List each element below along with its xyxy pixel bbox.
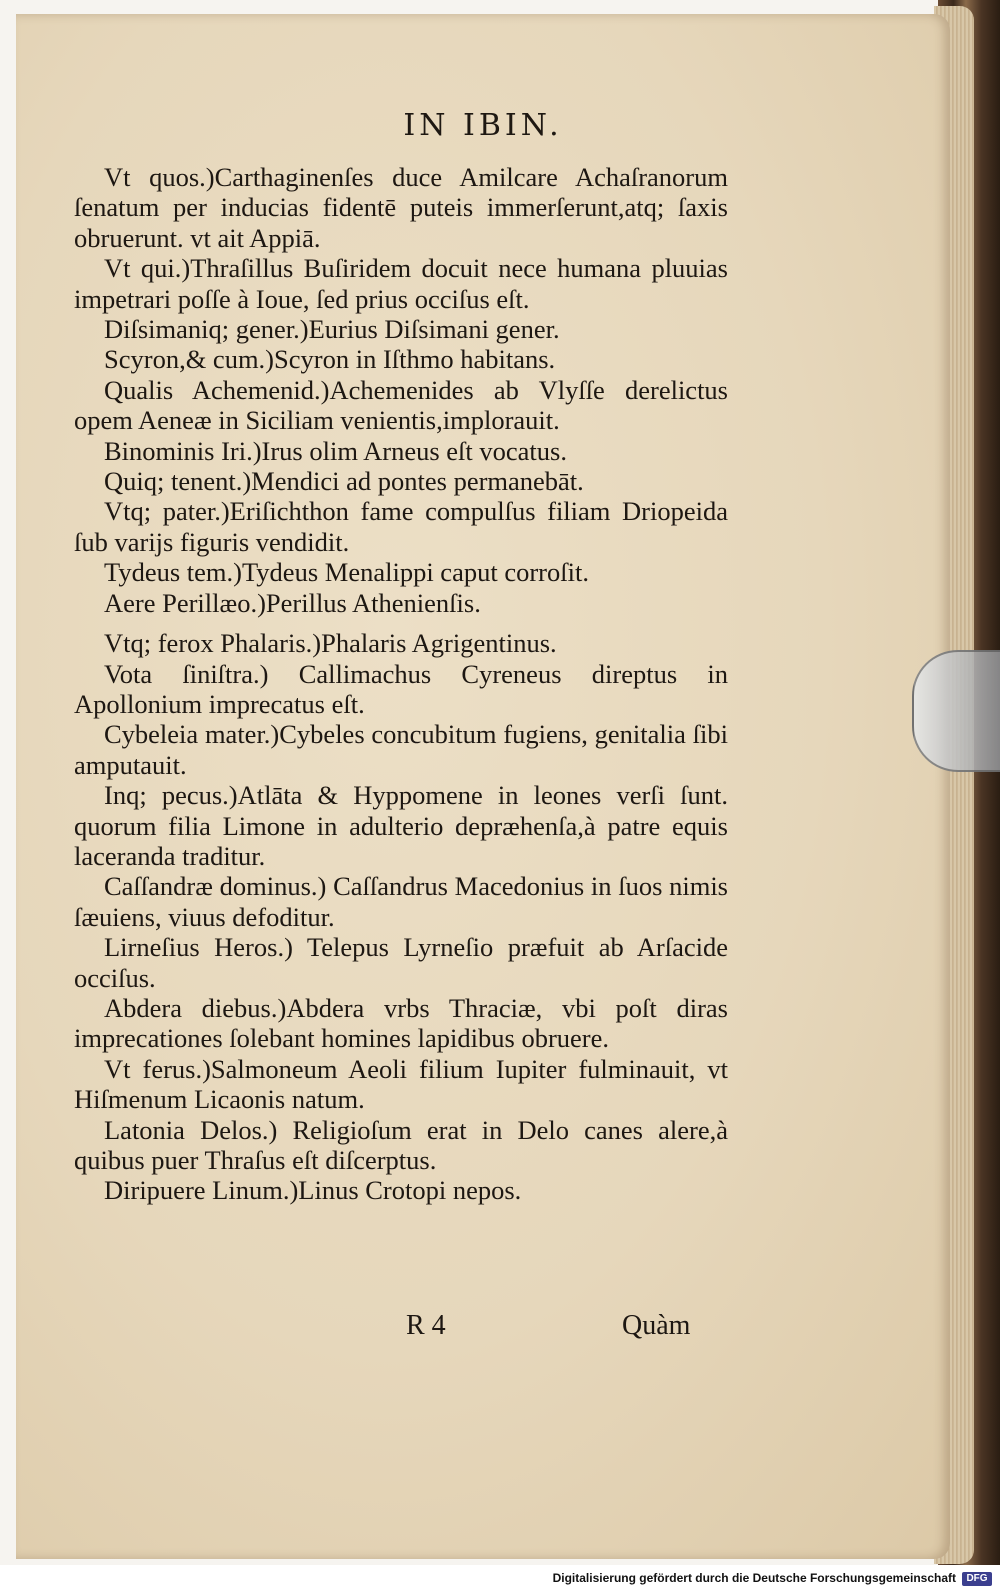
paragraph: Vtq; ferox Phalaris.)Phalaris Agrigentinus. <box>104 628 557 659</box>
paragraph: Binominis Iri.)Irus olim Arneus eſt vocatus. <box>104 435 567 466</box>
paragraph: Aere Perillæo.)Perillus Athenienſis. <box>104 587 481 618</box>
paragraph: Inq; pecus.)Atlāta & Hyppomene in leones verſi ſunt. quorum filia Limone in adulterio depræhenſa,à patre equis laceranda traditur. <box>74 780 728 871</box>
paragraph: Caſſandræ dominus.) Caſſandrus Macedonius in ſuos nimis ſæuiens, viuus defoditur. <box>74 871 728 932</box>
paragraph: Vt qui.)Thraſillus Buſiridem docuit nece humana pluuias impetrari poſſe à Ioue, ſed prius occiſus eſt. <box>74 253 728 314</box>
digitization-credit: Digitalisierung gefördert durch die Deutsche Forschungsgemeinschaft <box>552 1571 956 1585</box>
credit-bar <box>0 1565 1000 1591</box>
paragraph: Vt ferus.)Salmoneum Aeoli filium Iupiter fulminauit, vt Hiſmenum Licaonis natum. <box>74 1053 728 1115</box>
signature-mark: R 4 <box>406 1310 446 1341</box>
page-footer <box>16 1310 950 1350</box>
paragraph: Vtq; pater.)Eriſichthon fame compulſus filiam Driopeida ſub varijs figuris vendidit. <box>74 496 728 557</box>
paragraph: Vt quos.)Carthaginenſes duce Amilcare Achaſranorum ſenatum per inducias fidentē puteis immerſerunt,atq; ſaxis obruerunt. vt ait Appiā. <box>74 162 728 253</box>
paragraph: Quiq; tenent.)Mendici ad pontes permanebāt. <box>104 466 584 497</box>
paragraph: Diripuere Linum.)Linus Crotopi nepos. <box>104 1175 522 1206</box>
bleed-through <box>256 82 696 102</box>
running-header: IN IBIN. <box>403 108 563 143</box>
paragraph: Qualis Achemenid.)Achemenides ab Vlyſſe derelictus opem Aeneæ in Siciliam venientis,implorauit. <box>74 374 728 436</box>
catchword: Quàm <box>622 1310 691 1341</box>
paragraph: Scyron,& cum.)Scyron in Iſthmo habitans. <box>104 344 556 375</box>
bookmark-clip <box>912 650 1000 772</box>
paragraph: Latonia Delos.) Religioſum erat in Delo canes alere,à quibus puer Thraſus eſt diſcerptus. <box>74 1114 728 1175</box>
dfg-logo-icon: DFG <box>962 1572 992 1586</box>
paragraph: Cybeleia mater.)Cybeles concubitum fugiens, genitalia ſibi amputauit. <box>74 719 728 780</box>
page-body <box>74 162 728 1206</box>
paragraph: Diſsimaniq; gener.)Eurius Diſsimani gener. <box>104 314 560 345</box>
paragraph: Abdera diebus.)Abdera vrbs Thraciæ, vbi poſt diras imprecationes ſolebant homines lapidibus obruere. <box>74 992 728 1054</box>
paragraph: Tydeus tem.)Tydeus Menalippi caput corroſit. <box>104 557 589 588</box>
book-page <box>16 14 950 1559</box>
paragraph: Vota ſiniſtra.) Callimachus Cyreneus direptus in Apollonium imprecatus eſt. <box>74 658 728 719</box>
paragraph: Lirneſius Heros.) Telepus Lyrneſio præfuit ab Arſacide occiſus. <box>74 932 728 993</box>
